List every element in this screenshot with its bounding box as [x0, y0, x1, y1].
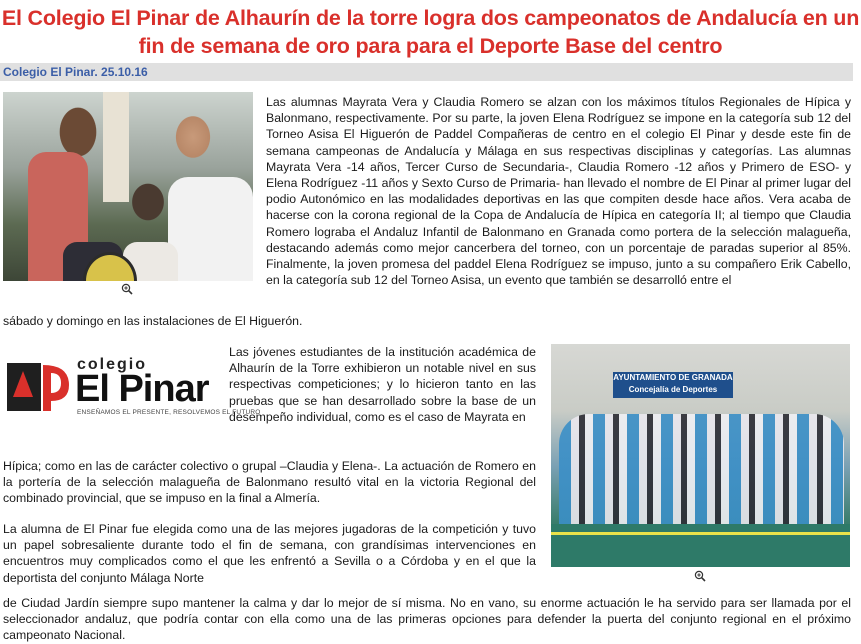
pine-tree-logo-icon	[3, 357, 73, 415]
photo-banner-line-1: AYUNTAMIENTO DE GRANADA	[613, 373, 733, 382]
paddel-team-photo[interactable]	[3, 92, 253, 281]
photo-court-line	[551, 532, 850, 535]
article-byline: Colegio El Pinar. 25.10.16	[3, 65, 148, 79]
zoom-in-icon[interactable]	[694, 570, 706, 582]
article-paragraph-2: Las jóvenes estudiantes de la institución académica de Alhaurín de la Torre exhibieron un notable nivel en sus respectivas competiciones; y lo hicieron tanto en las pruebas que se han desarrollado sobre la base de un desempeño individual, como es el caso de Mayrata en	[229, 345, 536, 424]
photo-pillar	[103, 92, 129, 202]
zoom-in-icon[interactable]	[121, 283, 133, 295]
photo-banner-line-2: Concejalía de Deportes	[628, 385, 718, 394]
article-headline: El Colegio El Pinar de Alhaurín de la torre logra dos campeonatos de Andalucía en un fin de semana de oro para para el Deporte Base del centro	[1, 6, 860, 58]
article-paragraph-1-end: sábado y domingo en las instalaciones de El Higuerón.	[3, 314, 303, 328]
logo-name-text: El Pinar	[75, 368, 209, 410]
photo-team-group	[559, 414, 844, 534]
article-paragraph-3-end: de Ciudad Jardín siempre supo mantener la calma y dar lo mejor de sí misma. No en vano, su enorme actuación le ha servido para ser llamada por el seleccionador andaluz, que podría contar con ella como una de las primeras opciones para defender la puerta del conjunto regional en el próximo campeonato Nacional.	[3, 596, 851, 643]
article-paragraph-1: Las alumnas Mayrata Vera y Claudia Romero se alzan con los máximos títulos Regionales de Hípica y Balonmano, respectivamente. Por su parte, la joven Elena Rodríguez se impone en la categoría sub 12 del Torneo Asisa El Higuerón de Paddel Compañeras de centro en el colegio El Pinar y desde este fin de semana campeonas de Andalucía y Málaga en sus respectivas disciplinas y categorías. Las alumnas Mayrata Vera -14 años, Tercer Curso de Secundaria-, Claudia Romero -12 años y Primero de ESO- y Elena Rodríguez -11 años y Sexto Curso de Primaria- han llevado el nombre de El Pinar al primer lugar del podio Autonómico en las modalidades deportivas en las que compiten desde hace años. Vera acaba de hacerse con la corona regional de la Copa de Andalucía de Hípica en categoría II; al tiempo que Claudia Romero lograba el Andaluz Infantil de Balonmano en Granada como portera de la selección malagueña, destacando además como mejor cancerbera del torneo, con un porcentaje de paradas superior al 85%. Finalmente, la joven promesa del paddel Elena Rodríguez se impuso, junto a su compañero Erik Cabello, en la categoría sub 12 del Torneo Asisa, un evento que también se desarrolló entre el	[266, 95, 851, 288]
logo-colegio-text: colegio	[77, 356, 148, 373]
logo-tagline: ENSEÑAMOS EL PRESENTE, RESOLVEMOS EL FUTURO	[77, 409, 261, 416]
colegio-el-pinar-logo	[3, 353, 261, 419]
byline-bar	[0, 63, 853, 81]
photo-banner	[613, 372, 733, 398]
article-paragraph-3: La alumna de El Pinar fue elegida como una de las mejores jugadoras de la competición y tuvo un papel sobresaliente durante todo el fin de semana, con grandísimas intervenciones en encuentros muy complicados como el que les enfrentó a Sevilla o a Córdoba y en el que la deportista del conjunto Málaga Norte	[3, 522, 536, 585]
handball-team-photo[interactable]	[551, 344, 850, 567]
article-paragraph-2-end: Hípica; como en las de carácter colectivo o grupal –Claudia y Elena-. La actuación de Romero en la portería de la selección malagueña de Balonmano resultó vital en la victoria Regional del combinado provincial, que se impuso en la final a Almería.	[3, 459, 536, 506]
photo-floor	[551, 524, 850, 567]
photo-figure	[168, 177, 253, 281]
